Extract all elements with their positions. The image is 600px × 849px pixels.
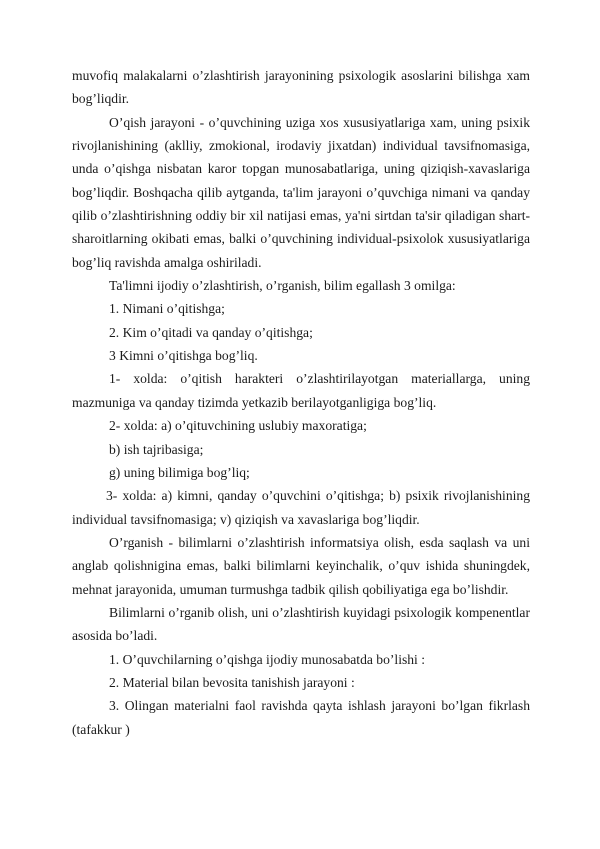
list-item-who-teaches: 2. Kim o’qitadi va qanday o’qitishga; bbox=[109, 324, 313, 340]
paragraph-continuation: muvofiq malakalarni o’zlashtirish jarayonining psixologik asoslarini bilishga xam bog’liqdir. bbox=[72, 68, 530, 107]
list-item-knowledge: g) uning bilimiga bog’liq; bbox=[109, 464, 250, 480]
document-page bbox=[72, 64, 530, 741]
paragraph-learning-definition: O’rganish - bilimlarni o’zlashtirish informatsiya olish, esda saqlash va uni anglab qolishnigina emas, balki bilimlarni keyinchalik, o’quv ishida shuningdek, mehnat jarayonida, umuman turmushga tadbik qilish qobiliyatiga ega bo’lishdir. bbox=[72, 534, 530, 597]
paragraph-case-two: 2- xolda: a) o’qituvchining uslubiy maxoratiga; bbox=[109, 418, 367, 434]
paragraph-case-one: 1- xolda: o’qitish harakteri o’zlashtirilayotgan materiallarga, uning mazmuniga va qanday tizimda yetkazib berilayotganligiga bog’liq. bbox=[72, 371, 530, 410]
list-item-creative-attitude: 1. O’quvchilarning o’qishga ijodiy munosabatda bo’lishi : bbox=[109, 651, 426, 667]
list-item-what-to-teach: 1. Nimani o’qitishga; bbox=[109, 301, 225, 317]
list-item-whom-to-teach: 3 Kimni o’qitishga bog’liq. bbox=[109, 348, 258, 364]
paragraph-case-three: 3- xolda: a) kimni, qanday o’quvchini o’qitishga; b) psixik rivojlanishining individual tavsifnomasiga; v) qiziqish va xavaslariga bog’liqdir. bbox=[72, 488, 530, 527]
paragraph-components-intro: Bilimlarni o’rganib olish, uni o’zlashtirish kuyidagi psixologik kompenentlar asosida bo’ladi. bbox=[72, 604, 530, 644]
list-item-thinking: 3. Olingan materialni faol ravishda qayta ishlash jarayoni bo’lgan fikrlash (tafakkur ) bbox=[72, 698, 530, 737]
paragraph-reading-process: O’qish jarayoni - o’quvchining uziga xos xususiyatlariga xam, uning psixik rivojlanishining (aklliy, zmokional, irodaviy jixatdan) individual tavsifnomasiga, unda o’qishga nisbatan karor topgan munosabatlariga, uning qiziqish-xavaslariga bog’liqdir. Boshqacha qilib aytganda, ta'lim jarayoni o’quvchiga nimani va qanday qilib o’zlashtirishning oddiy bir xil natijasi emas, ya'ni sirtdan ta'sir qiladigan shart-sharoitlarning okibati emas, balki o’quvchining individual-psixolok xususiyatlariga bog’liq ravishda amalga oshiriladi. bbox=[72, 114, 530, 270]
list-item-work-experience: b) ish tajribasiga; bbox=[109, 441, 204, 457]
list-item-acquaintance: 2. Material bilan bevosita tanishish jarayoni : bbox=[109, 674, 355, 690]
paragraph-three-factors-intro: Ta'limni ijodiy o’zlashtirish, o’rganish, bilim egallash 3 omilga: bbox=[109, 278, 456, 294]
